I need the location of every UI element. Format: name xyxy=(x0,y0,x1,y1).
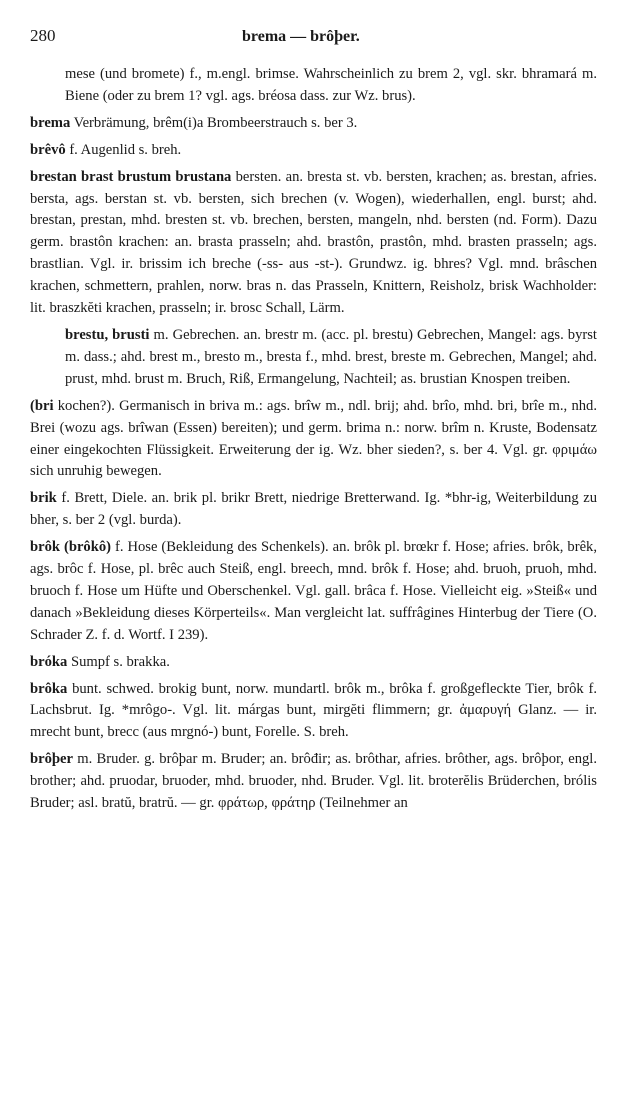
entry-broka-sumpf xyxy=(30,652,597,674)
entry-headword: brôka xyxy=(30,680,68,697)
entry-text: f. Augenlid s. breh. xyxy=(65,141,182,158)
entry-brevo xyxy=(30,140,597,162)
entry-headword: brestu, brusti xyxy=(65,326,150,343)
entry-headword: bróka xyxy=(30,653,68,670)
entry-continuation xyxy=(30,64,597,108)
entry-text: Sumpf s. brakka. xyxy=(67,653,170,670)
entry-headword: brêvô xyxy=(30,141,66,158)
entry-text: f. Hose (Bekleidung des Schenkels). an. brôk pl. brœkr f. Hose; afries. brôk, brêk, ags. brôc f. Hose, pl. brêc auch Steiß, engl. breech, mnd. brôk f. Hose; ahd. bruoh, pruoh, mhd. bruoch f. Hose um Hüfte und Oberschenkel. Vgl. gall. brâca f. Hose. Vielleicht eig. »Steiß« und danach »Bekleidung dieses Körperteils«. Man vergleicht lat. suffrâgines Hinterbug der Tiere (O. Schrader Z. f. d. Wortf. I 239). xyxy=(30,539,597,643)
entry-brestan xyxy=(30,167,597,320)
entry-text: Verbrämung, brêm(i)a Brombeerstrauch s. ber 3. xyxy=(70,114,358,131)
entry-brok xyxy=(30,537,597,647)
entry-brema xyxy=(30,113,597,135)
entry-headword: brik xyxy=(30,490,57,507)
entry-text: m. Gebrechen. an. brestr m. (acc. pl. brestu) Gebrechen, Mangel: ags. byrst m. dass.; ahd. brest m., bresto m., bresta f., mhd. brest, breste m. Gebrechen, Mangel; ahd. prust, mhd. brust m. Bruch, Riß, Ermangelung, Nachteil; as. brustian Knospen treiben. xyxy=(65,326,597,387)
entry-headword: (bri xyxy=(30,397,54,414)
entry-headword: brôþer xyxy=(30,751,73,768)
entry-brother xyxy=(30,749,597,815)
entry-text: mese (und bromete) f., m.engl. brimse. Wahrscheinlich zu brem 2, vgl. skr. bhramará m. Biene (oder zu brem 1? vgl. ags. bréosa dass. zur Wz. brus). xyxy=(65,66,597,104)
entry-text: bunt. schwed. brokig bunt, norw. mundartl. brôk m., brôka f. großgefleckte Tier, brôk f. Lachsbrut. Ig. *mrôgo-. Vgl. lit. márgas bunt, mirgĕti flimmern; gr. ἀμαρυγή Glanz. — ir. mrecht bunt, brecc (aus mrgnó-) bunt, Forelle. S. breh. xyxy=(30,680,597,741)
entry-headword: brôk (brôkô) xyxy=(30,539,112,556)
entry-brestu xyxy=(30,325,597,391)
page-header xyxy=(30,22,597,56)
entry-broka-bunt xyxy=(30,679,597,745)
entry-headword: brema xyxy=(30,114,71,131)
entries-body xyxy=(30,64,597,815)
entry-text: m. Bruder. g. brôþar m. Bruder; an. brôđir; as. brôthar, afries. brôther, ags. brôþor, engl. brother; ahd. pruodar, bruoder, mhd. bruoder, nhd. Bruder. Vgl. lit. broterĕlis Brüderchen, brólis Bruder; asl. bratŭ, bratrŭ. — gr. φράτωρ, φράτηρ (Teilnehmer an xyxy=(30,751,597,812)
running-head: brema — brôþer. xyxy=(242,28,360,45)
entry-text: f. Brett, Diele. an. brik pl. brikr Brett, niedrige Bretterwand. Ig. *bhr-ig, Weiterbildung zu bher, s. ber 2 (vgl. burda). xyxy=(30,490,597,529)
entry-text: kochen?). Germanisch in briva m.: ags. brîw m., ndl. brij; ahd. brîo, mhd. bri, brîe m., nhd. Brei (wozu ags. brîwan (Essen) bereiten); und germ. brima n.: norw. brîm n. Kruste, Bodensatz einer eingekochten Flüssigkeit. Erweiterung der ig. Wz. bher sieden?, s. ber 4. Vgl. gr. φριμάω sich unruhig bewegen. xyxy=(30,397,597,480)
entry-brik xyxy=(30,488,597,532)
entry-text: bersten. an. bresta st. vb. bersten, krachen; as. brestan, afries. bersta, ags. berstan st. vb. bersten, sich brechen (v. Wogen), wiederhallen, engl. burst; ahd. brestan, prestan, mhd. bresten st. vb. brechen, bersten, mangeln, nhd. bersten (nd. Form). Dazu germ. brastôn krachen: an. brasta prasseln; ahd. brastôn, prastôn, mhd. brasten prasseln; ags. brastlian. Vgl. ir. brissim ich breche (-ss- aus -st-). Grundwz. ig. bhres? Vgl. mnd. brâschen krachen, schmettern, prahlen, norw. bras n. das Prasseln, Knittern, Reisholz, brisk Wachholder: lit. braszkĕti krachen, prasseln; ir. brosc Schall, Lärm. xyxy=(30,168,597,317)
page-number: 280 xyxy=(30,26,56,45)
entry-bri xyxy=(30,396,597,484)
entry-headword: brestan brast brustum brustana xyxy=(30,168,232,185)
